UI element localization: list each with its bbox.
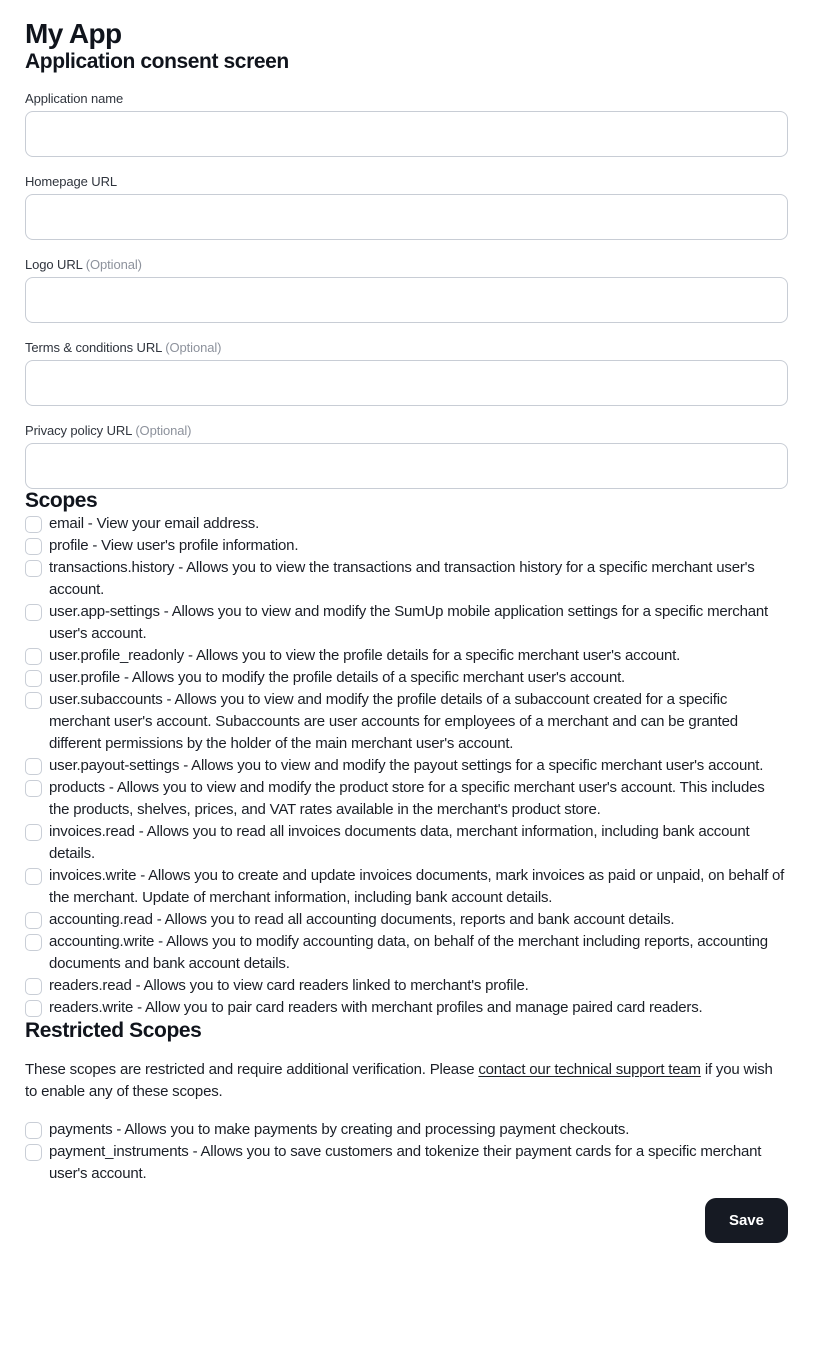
scope-label: accounting.read - Allows you to read all accounting documents, reports and bank account details. [49, 911, 675, 928]
scope-checkbox-readers-read[interactable] [25, 978, 42, 995]
scope-label: invoices.read - Allows you to read all invoices documents data, merchant information, including bank account details. [49, 823, 750, 862]
scope-checkbox-payment-instruments[interactable] [25, 1144, 42, 1161]
privacy-url-input[interactable] [25, 443, 788, 489]
scope-item-transactions-history [25, 557, 788, 601]
terms-url-label [25, 340, 788, 355]
save-button[interactable]: Save [705, 1198, 788, 1243]
consent-screen-heading: Application consent screen [25, 50, 289, 73]
homepage-url-label [25, 174, 788, 189]
terms-url-optional-suffix: (Optional) [165, 340, 222, 355]
terms-url-label-text: Terms & conditions URL [25, 340, 162, 355]
application-name-label [25, 91, 788, 106]
scope-label: readers.write - Allow you to pair card readers with merchant profiles and manage paired card readers. [49, 999, 703, 1016]
scope-item-user-subaccounts [25, 689, 788, 755]
scope-checkbox-user-app-settings[interactable] [25, 604, 42, 621]
scope-item-user-profile [25, 667, 788, 689]
page-title: My App [25, 18, 122, 49]
privacy-url-label [25, 423, 788, 438]
scope-label: products - Allows you to view and modify the product store for a specific merchant user's account. This includes the products, shelves, prices, and VAT rates available in the merchant's product store. [49, 779, 765, 818]
scope-checkbox-email[interactable] [25, 516, 42, 533]
contact-support-link[interactable]: contact our technical support team [478, 1061, 701, 1078]
field-logo-url [25, 257, 788, 323]
privacy-url-optional-suffix: (Optional) [135, 423, 192, 438]
scope-item-user-app-settings [25, 601, 788, 645]
scope-checkbox-accounting-write[interactable] [25, 934, 42, 951]
scope-label: readers.read - Allows you to view card readers linked to merchant's profile. [49, 977, 529, 994]
scope-item-profile [25, 535, 788, 557]
homepage-url-input[interactable] [25, 194, 788, 240]
application-name-label-text: Application name [25, 91, 124, 106]
scope-checkbox-accounting-read[interactable] [25, 912, 42, 929]
logo-url-input[interactable] [25, 277, 788, 323]
scope-checkbox-payments[interactable] [25, 1122, 42, 1139]
privacy-url-label-text: Privacy policy URL [25, 423, 132, 438]
scope-checkbox-user-profile[interactable] [25, 670, 42, 687]
form-actions [25, 1198, 788, 1243]
homepage-url-label-text: Homepage URL [25, 174, 118, 189]
scope-item-payment-instruments [25, 1141, 788, 1185]
scope-label: user.profile - Allows you to modify the profile details of a specific merchant user's account. [49, 669, 626, 686]
scopes-list [25, 513, 788, 1019]
scope-checkbox-readers-write[interactable] [25, 1000, 42, 1017]
restricted-note-before: These scopes are restricted and require additional verification. Please [25, 1061, 479, 1078]
scope-checkbox-products[interactable] [25, 780, 42, 797]
scope-item-email [25, 513, 788, 535]
scope-checkbox-transactions-history[interactable] [25, 560, 42, 577]
scopes-heading: Scopes [25, 489, 98, 512]
scope-item-readers-read [25, 975, 788, 997]
scope-item-user-profile-readonly [25, 645, 788, 667]
field-privacy-url [25, 423, 788, 489]
logo-url-label [25, 257, 788, 272]
scope-checkbox-invoices-write[interactable] [25, 868, 42, 885]
scope-item-user-payout-settings [25, 755, 788, 777]
terms-url-input[interactable] [25, 360, 788, 406]
application-name-input[interactable] [25, 111, 788, 157]
scope-item-payments [25, 1119, 788, 1141]
scope-item-products [25, 777, 788, 821]
scope-label: profile - View user's profile information. [49, 537, 299, 554]
logo-url-optional-suffix: (Optional) [85, 257, 142, 272]
field-homepage-url [25, 174, 788, 240]
scope-checkbox-invoices-read[interactable] [25, 824, 42, 841]
scope-item-accounting-read [25, 909, 788, 931]
scope-item-invoices-read [25, 821, 788, 865]
scope-label: invoices.write - Allows you to create and update invoices documents, mark invoices as paid or unpaid, on behalf of the merchant. Update of merchant information, including bank account details. [49, 867, 785, 906]
scope-label: payments - Allows you to make payments by creating and processing payment checkouts. [49, 1121, 630, 1138]
restricted-scopes-heading: Restricted Scopes [25, 1019, 202, 1042]
scope-label: user.app-settings - Allows you to view and modify the SumUp mobile application settings for a specific merchant user's account. [49, 603, 768, 642]
scope-label: user.subaccounts - Allows you to view and modify the profile details of a subaccount created for a specific merchant user's account. Subaccounts are user accounts for employees of a merchant and can be granted different permissions by the holder of the main merchant user's account. [49, 691, 738, 752]
scope-checkbox-profile[interactable] [25, 538, 42, 555]
field-terms-url [25, 340, 788, 406]
logo-url-label-text: Logo URL [25, 257, 83, 272]
scope-label: user.profile_readonly - Allows you to view the profile details for a specific merchant user's account. [49, 647, 681, 664]
scope-label: user.payout-settings - Allows you to view and modify the payout settings for a specific merchant user's account. [49, 757, 764, 774]
scope-item-readers-write [25, 997, 788, 1019]
scope-checkbox-user-payout-settings[interactable] [25, 758, 42, 775]
scope-label: accounting.write - Allows you to modify accounting data, on behalf of the merchant including reports, accounting documents and bank account details. [49, 933, 768, 972]
scope-label: transactions.history - Allows you to view the transactions and transaction history for a specific merchant user's account. [49, 559, 755, 598]
scope-checkbox-user-profile-readonly[interactable] [25, 648, 42, 665]
scope-item-invoices-write [25, 865, 788, 909]
scope-item-accounting-write [25, 931, 788, 975]
restricted-scopes-note [25, 1059, 775, 1103]
restricted-note-after: if you wish to enable any of these scopes. [25, 1061, 773, 1100]
scope-checkbox-user-subaccounts[interactable] [25, 692, 42, 709]
field-application-name [25, 91, 788, 157]
scope-label: payment_instruments - Allows you to save customers and tokenize their payment cards for a specific merchant user's account. [49, 1143, 762, 1182]
scope-label: email - View your email address. [49, 515, 260, 532]
restricted-scopes-list [25, 1119, 788, 1185]
